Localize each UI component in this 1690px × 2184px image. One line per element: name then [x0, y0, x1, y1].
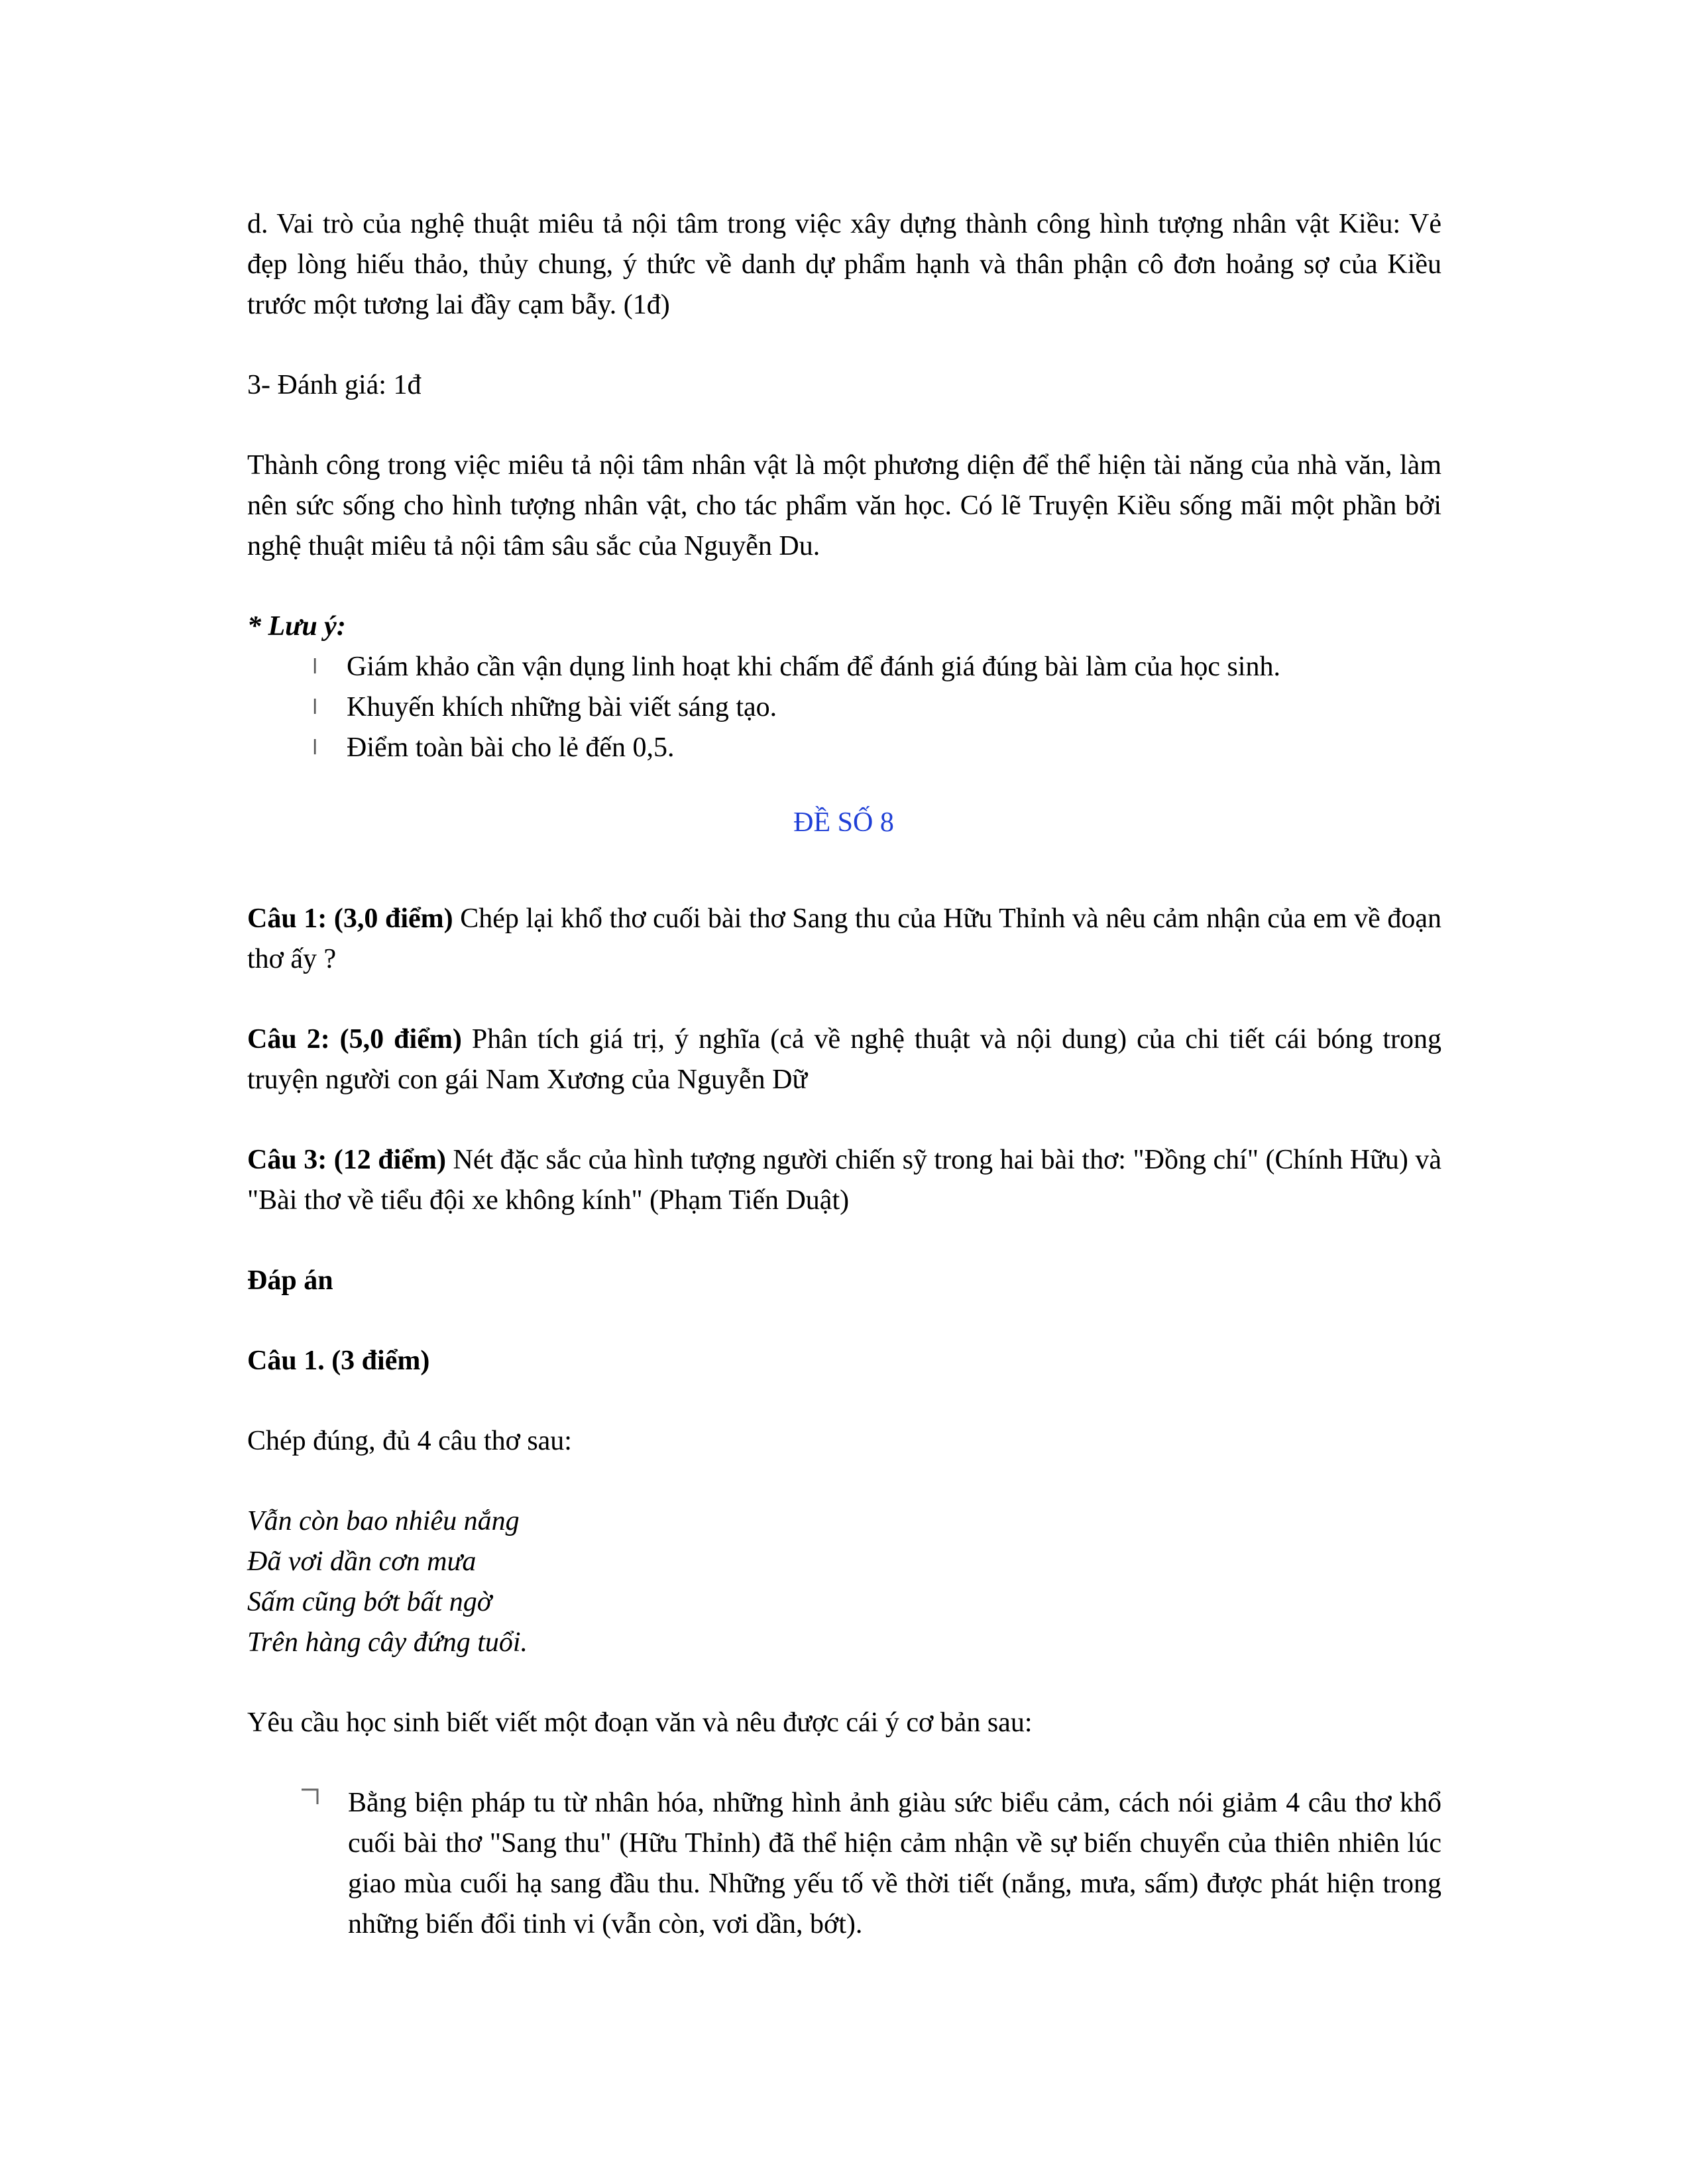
- danh-gia-heading: 3- Đánh giá: 1đ: [247, 370, 422, 400]
- question-text: Phân tích giá trị, ý nghĩa (cả về nghệ thuật và nội dung) của chi tiết cái bóng trong truyện người con gái Nam Xương của Nguyễn Dữ: [247, 1024, 1441, 1095]
- answer-title: Đáp án: [247, 1265, 333, 1296]
- list-item: [247, 687, 1441, 728]
- question-3: [247, 1140, 1441, 1221]
- question-text: Chép lại khổ thơ cuối bài thơ Sang thu của Hữu Thỉnh và nêu cảm nhận của em về đoạn thơ ấy ?: [247, 903, 1441, 974]
- answer-points: [247, 1783, 1441, 1945]
- arrow-bullet-icon: [298, 1784, 324, 1811]
- bullet-icon: l: [312, 736, 318, 760]
- answer-q1-label: Câu 1. (3 điểm): [247, 1346, 430, 1376]
- list-item: [247, 647, 1441, 687]
- list-item: [247, 1783, 1441, 1945]
- poem-line: Vẫn còn bao nhiêu nắng: [247, 1506, 520, 1536]
- note-item-text: Điểm toàn bài cho lẻ đến 0,5.: [347, 732, 675, 763]
- bullet-icon: l: [312, 656, 318, 679]
- note-item-text: Khuyến khích những bài viết sáng tạo.: [347, 692, 777, 722]
- note-item-text: Giám khảo cần vận dụng linh hoạt khi chấm để đánh giá đúng bài làm của học sinh.: [347, 652, 1280, 682]
- poem-line: Trên hàng cây đứng tuổi.: [247, 1627, 528, 1658]
- copy-instruction: Chép đúng, đủ 4 câu thơ sau:: [247, 1426, 572, 1456]
- note-list: [247, 647, 1441, 768]
- requirement-text: Yêu cầu học sinh biết viết một đoạn văn và nêu được cái ý cơ bản sau:: [247, 1707, 1033, 1738]
- note-title: * Lưu ý:: [247, 611, 346, 642]
- question-label: Câu 2: (5,0 điểm): [247, 1024, 462, 1055]
- list-item: [247, 728, 1441, 768]
- question-text: Nét đặc sắc của hình tượng người chiến sỹ trong hai bài thơ: "Đồng chí" (Chính Hữu) và "Bài thơ về tiểu đội xe không kính" (Phạm Tiến Duật): [247, 1145, 1442, 1216]
- question-label: Câu 3: (12 điểm): [247, 1145, 446, 1175]
- section-d-paragraph: d. Vai trò của nghệ thuật miêu tả nội tâm trong việc xây dựng thành công hình tượng nhân vật Kiều: Vẻ đẹp lòng hiếu thảo, thủy chung, ý thức về danh dự phẩm hạnh và thân phận cô đơn hoảng sợ của Kiều trước một tương lai đầy cạm bẫy. (1đ): [247, 209, 1441, 320]
- question-label: Câu 1: (3,0 điểm): [247, 903, 453, 934]
- question-2: [247, 1019, 1441, 1100]
- exam-title: ĐỀ SỐ 8: [793, 807, 894, 838]
- question-1: [247, 899, 1441, 980]
- poem-line: Sấm cũng bớt bất ngờ: [247, 1587, 492, 1617]
- poem-line: Đã vơi dần cơn mưa: [247, 1546, 477, 1577]
- poem-stanza: [247, 1501, 1441, 1663]
- answer-point-text: Bằng biện pháp tu từ nhân hóa, những hình ảnh giàu sức biểu cảm, cách nói giảm 4 câu thơ khổ cuối bài thơ "Sang thu" (Hữu Thỉnh) đã thể hiện cảm nhận về sự biến chuyển của thiên nhiên lúc giao mùa cuối hạ sang đầu thu. Những yếu tố về thời tiết (nắng, mưa, sấm) được phát hiện trong những biến đổi tinh vi (vẫn còn, vơi dần, bớt).: [348, 1788, 1441, 1939]
- danh-gia-paragraph: Thành công trong việc miêu tả nội tâm nhân vật là một phương diện để thể hiện tài năng của nhà văn, làm nên sức sống cho hình tượng nhân vật, cho tác phẩm văn học. Có lẽ Truyện Kiều sống mãi một phần bởi nghệ thuật miêu tả nội tâm sâu sắc của Nguyễn Du.: [247, 450, 1441, 561]
- document-content: [247, 204, 1441, 1945]
- bullet-icon: l: [312, 696, 318, 719]
